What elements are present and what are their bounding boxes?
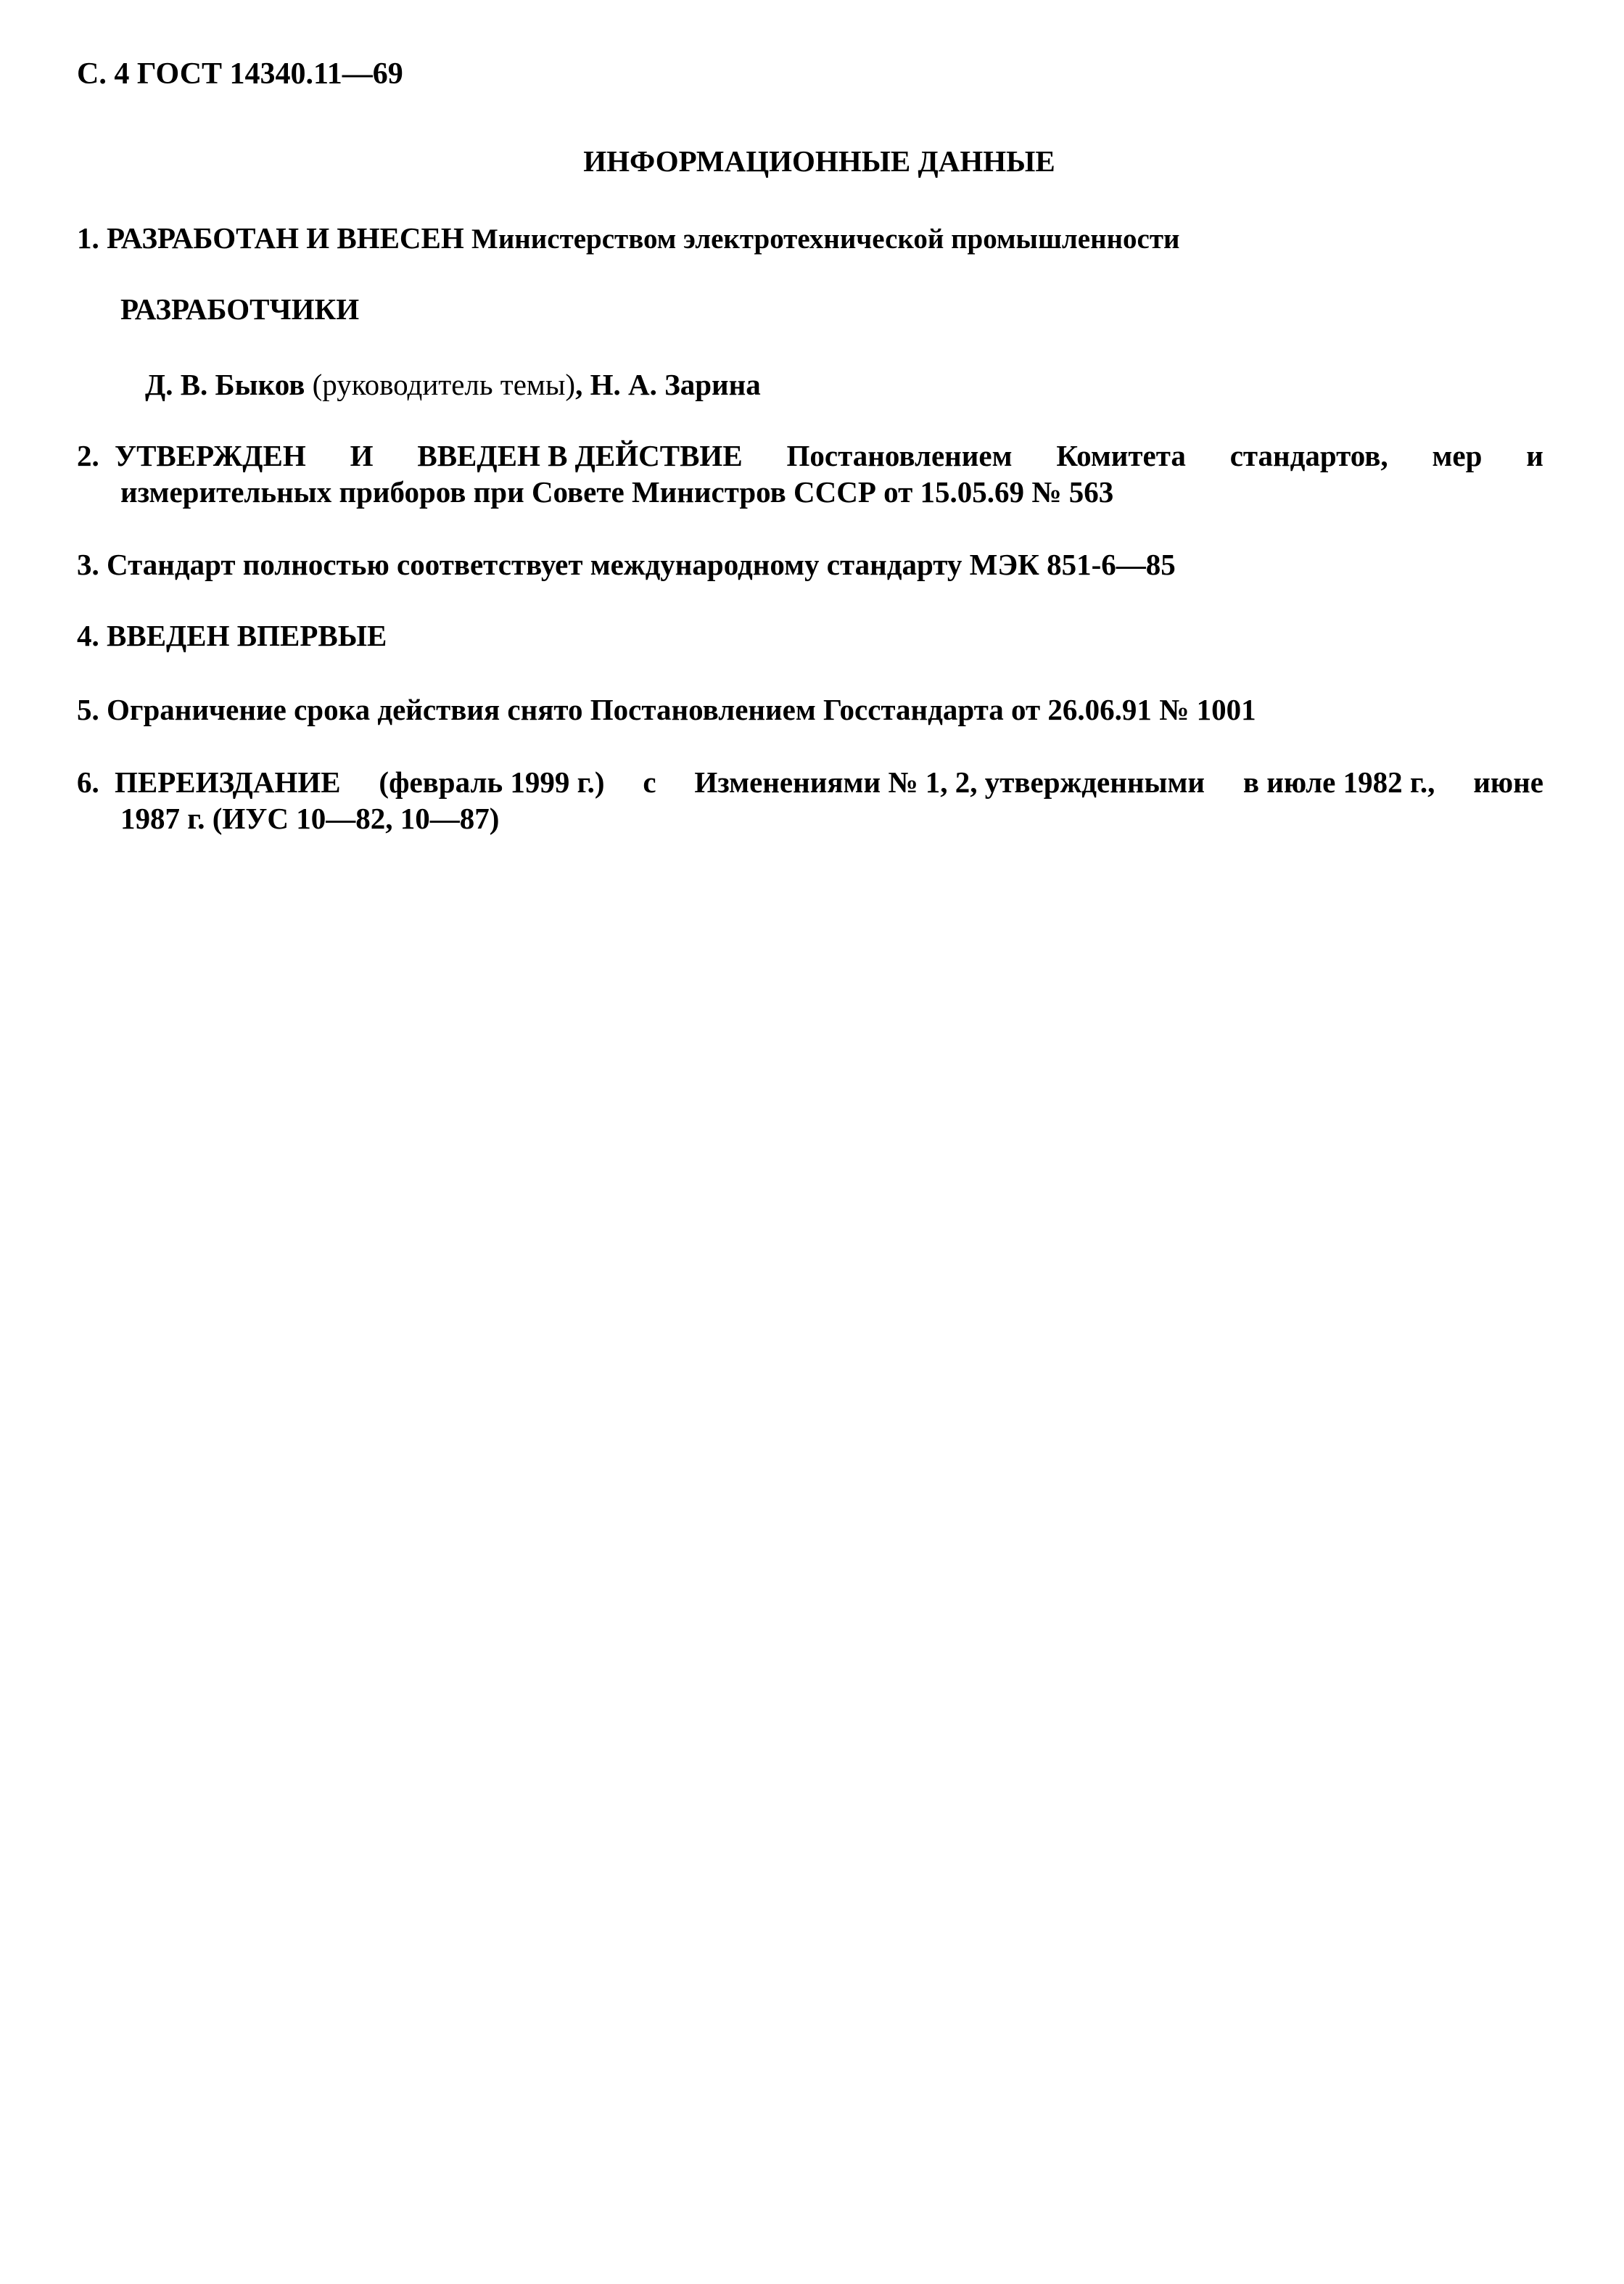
- item-2-word: мер: [1432, 439, 1483, 472]
- item-1-lead: РАЗРАБОТАН И ВНЕСЕН: [107, 221, 464, 255]
- item-2-number: 2.: [77, 439, 99, 472]
- developer-separator: ,: [575, 368, 583, 401]
- item-3-text: Стандарт полностью соответствует международному стандарту МЭК 851-6—85: [107, 548, 1176, 581]
- item-4: [77, 618, 387, 653]
- developer-role-1: (руководитель темы): [312, 368, 576, 401]
- item-2-line-2: измерительных приборов при Совете Министров СССР от 15.05.69 № 563: [120, 475, 1114, 509]
- item-6-line-2: 1987 г. (ИУС 10—82, 10—87): [120, 802, 500, 835]
- item-1-text: Министерством электротехнической промышленности: [471, 223, 1180, 255]
- item-2-word: ВВЕДЕН В ДЕЙСТВИЕ: [417, 439, 743, 472]
- item-5-text: Ограничение срока действия снято Постановлением Госстандарта от 26.06.91 № 1001: [107, 693, 1256, 726]
- item-1-number: 1.: [77, 221, 99, 255]
- item-6-word: июне: [1473, 765, 1543, 799]
- developer-name-1: Д. В. Быков: [145, 368, 305, 401]
- item-4-number: 4.: [77, 619, 99, 652]
- page-header: С. 4 ГОСТ 14340.11—69: [77, 57, 403, 91]
- item-2-line-1: [115, 438, 1543, 473]
- item-5-number: 5.: [77, 693, 99, 726]
- item-6-word: ПЕРЕИЗДАНИЕ: [115, 765, 341, 799]
- page-title: ИНФОРМАЦИОННЫЕ ДАННЫЕ: [583, 144, 1055, 178]
- item-6-word: (февраль 1999 г.): [379, 765, 605, 799]
- item-4-text: ВВЕДЕН ВПЕРВЫЕ: [107, 619, 387, 652]
- item-6-word: в июле 1982 г.,: [1242, 765, 1435, 799]
- developers-heading: РАЗРАБОТЧИКИ: [120, 292, 360, 326]
- item-5: [77, 692, 1256, 727]
- item-1: [77, 221, 1180, 255]
- item-2-word: Постановлением: [786, 439, 1013, 472]
- item-3: [77, 547, 1176, 582]
- item-6-word: Изменениями № 1, 2, утвержденными: [694, 765, 1205, 799]
- item-6-word: с: [643, 765, 656, 799]
- item-2-word: и: [1526, 439, 1543, 472]
- item-6-number: 6.: [77, 765, 99, 799]
- item-2-word: УТВЕРЖДЕН: [115, 439, 306, 472]
- developers-names: [145, 367, 761, 402]
- item-2-word: стандартов,: [1229, 439, 1388, 472]
- item-6-line-1: [115, 765, 1543, 800]
- item-3-number: 3.: [77, 548, 99, 581]
- item-2-word: И: [350, 439, 374, 472]
- developer-name-2: Н. А. Зарина: [590, 368, 761, 401]
- item-2-word: Комитета: [1056, 439, 1186, 472]
